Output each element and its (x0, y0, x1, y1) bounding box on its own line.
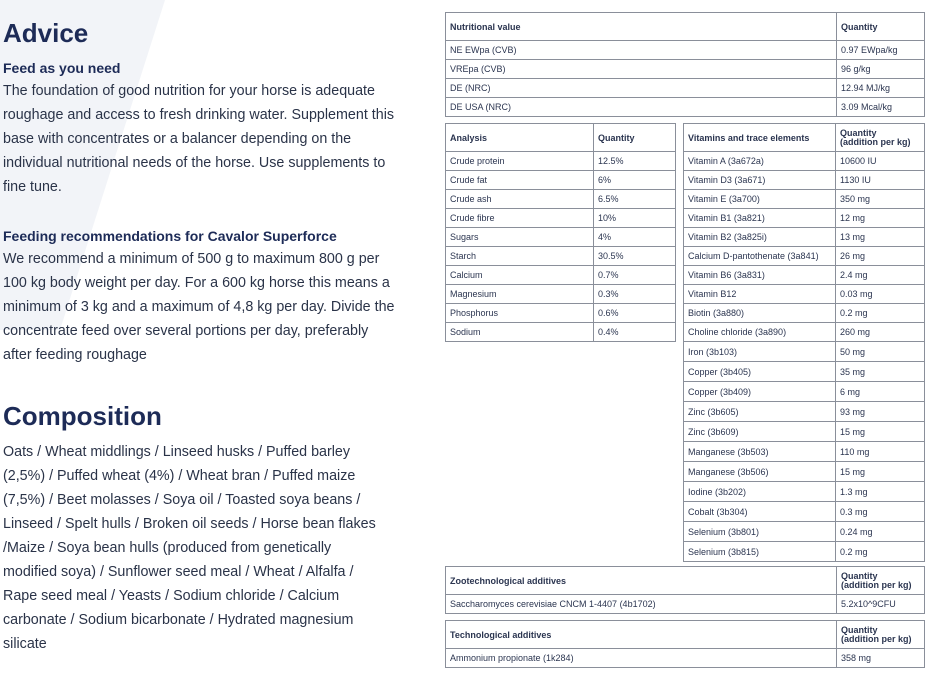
vitamin-name: Zinc (3b609) (684, 422, 836, 442)
table-row (684, 285, 925, 304)
vitamin-name: Vitamin A (3a672a) (684, 152, 836, 171)
analysis-name: Crude fibre (446, 209, 594, 228)
vitamin-name: Iron (3b103) (684, 342, 836, 362)
vitamin-name: Calcium D-pantothenate (3a841) (684, 247, 836, 266)
qty-sublabel: (addition per kg) (841, 579, 912, 590)
vitamin-qty: 1130 IU (836, 171, 925, 190)
analysis-qty: 10% (594, 209, 676, 228)
vitamin-qty: 6 mg (836, 382, 925, 402)
vitamin-qty: 13 mg (836, 228, 925, 247)
vitamins-table (683, 123, 925, 562)
nutritional-name: DE USA (NRC) (446, 98, 837, 117)
table-row (446, 649, 925, 668)
analysis-name: Sugars (446, 228, 594, 247)
vitamin-qty: 0.2 mg (836, 542, 925, 562)
analysis-qty: 0.6% (594, 304, 676, 323)
table-row (446, 41, 925, 60)
table-row (684, 462, 925, 482)
nutritional-name: VREpa (CVB) (446, 60, 837, 79)
vitamin-qty: 260 mg (836, 323, 925, 342)
table-row (684, 228, 925, 247)
vitamin-qty: 26 mg (836, 247, 925, 266)
vitamin-name: Manganese (3b503) (684, 442, 836, 462)
vitamin-qty: 0.03 mg (836, 285, 925, 304)
advice-paragraph-1: The foundation of good nutrition for your horse is adequate roughage and access to fresh drinking water. Supplement this base with concentrates or a balancer depending on the individual nutritional needs of the horse. Use supplements to fine tune. (3, 83, 395, 195)
table-row (684, 247, 925, 266)
vitamin-name: Vitamin B2 (3a825i) (684, 228, 836, 247)
vitamin-qty: 110 mg (836, 442, 925, 462)
table-row (684, 402, 925, 422)
table-row (684, 209, 925, 228)
analysis-name: Magnesium (446, 285, 594, 304)
vitamin-qty: 12 mg (836, 209, 925, 228)
composition-text: Oats / Wheat middlings / Linseed husks / Puffed barley (2,5%) / Puffed wheat (4%) / Wheat bran / Puffed maize (7,5%) / Beet molasses / Soya oil / Toasted soya beans / Linseed / Spelt hulls / Broken oil seeds / Horse bean flakes /Maize / Soya bean hulls (produced from genetically modified soya) / Sunflower seed meal / Wheat / Alfalfa / Rape seed meal / Yeasts / Sodium chloride / Calcium carbonate / Sodium bicarbonate / Hydrated magnesium silicate (3, 444, 376, 652)
vitamin-qty: 35 mg (836, 362, 925, 382)
vitamin-name: Iodine (3b202) (684, 482, 836, 502)
technological-table (445, 620, 925, 668)
vitamin-qty: 93 mg (836, 402, 925, 422)
table-row (684, 442, 925, 462)
table-row (446, 595, 925, 614)
table-row (446, 247, 676, 266)
analysis-qty: 6% (594, 171, 676, 190)
table-row (446, 323, 676, 342)
nutritional-qty: 3.09 Mcal/kg (837, 98, 925, 117)
vitamin-qty: 15 mg (836, 462, 925, 482)
table-row (684, 152, 925, 171)
vitamin-name: Biotin (3a880) (684, 304, 836, 323)
analysis-qty: 0.3% (594, 285, 676, 304)
analysis-qty: 0.7% (594, 266, 676, 285)
advice-subtitle-feed: Feed as you need (3, 60, 121, 76)
analysis-name: Crude ash (446, 190, 594, 209)
advice-subtitle-recommendations: Feeding recommendations for Cavalor Superforce (3, 228, 337, 244)
analysis-name: Sodium (446, 323, 594, 342)
nutritional-header-qty: Quantity (837, 13, 925, 41)
table-row (684, 482, 925, 502)
qty-label: Quantity (840, 127, 877, 138)
table-row (446, 285, 676, 304)
table-row (684, 342, 925, 362)
table-row (446, 190, 676, 209)
table-row (684, 542, 925, 562)
vitamin-qty: 0.24 mg (836, 522, 925, 542)
table-row (684, 522, 925, 542)
vitamin-name: Copper (3b405) (684, 362, 836, 382)
analysis-qty: 30.5% (594, 247, 676, 266)
analysis-qty: 6.5% (594, 190, 676, 209)
technological-qty: 358 mg (837, 649, 925, 668)
analysis-table (445, 123, 676, 342)
vitamin-qty: 2.4 mg (836, 266, 925, 285)
vitamin-qty: 350 mg (836, 190, 925, 209)
table-row (446, 98, 925, 117)
table-row (684, 304, 925, 323)
table-row (446, 266, 676, 285)
vitamin-name: Manganese (3b506) (684, 462, 836, 482)
analysis-name: Starch (446, 247, 594, 266)
zootechnological-header-qty (837, 567, 925, 595)
qty-label: Quantity (841, 624, 878, 635)
table-row (684, 323, 925, 342)
qty-label: Quantity (841, 570, 878, 581)
vitamins-header-name: Vitamins and trace elements (684, 124, 836, 152)
nutritional-table (445, 12, 925, 117)
zootechnological-name: Saccharomyces cerevisiae CNCM 1-4407 (4b1702) (446, 595, 837, 614)
table-row (446, 152, 676, 171)
advice-title: Advice (3, 18, 89, 48)
analysis-name: Crude fat (446, 171, 594, 190)
analysis-qty: 4% (594, 228, 676, 247)
zootechnological-table (445, 566, 925, 614)
vitamin-name: Selenium (3b815) (684, 542, 836, 562)
vitamin-name: Vitamin B6 (3a831) (684, 266, 836, 285)
technological-header-name: Technological additives (446, 621, 837, 649)
vitamin-qty: 1.3 mg (836, 482, 925, 502)
table-row (684, 422, 925, 442)
vitamin-qty: 50 mg (836, 342, 925, 362)
qty-sublabel: (addition per kg) (841, 633, 912, 644)
analysis-qty: 12.5% (594, 152, 676, 171)
vitamin-name: Selenium (3b801) (684, 522, 836, 542)
table-row (684, 266, 925, 285)
table-row (446, 171, 676, 190)
vitamin-name: Zinc (3b605) (684, 402, 836, 422)
zootechnological-header-name: Zootechnological additives (446, 567, 837, 595)
table-row (446, 228, 676, 247)
analysis-name: Calcium (446, 266, 594, 285)
vitamin-qty: 0.3 mg (836, 502, 925, 522)
vitamin-name: Vitamin E (3a700) (684, 190, 836, 209)
table-row (446, 209, 676, 228)
nutritional-qty: 12.94 MJ/kg (837, 79, 925, 98)
table-row (684, 190, 925, 209)
nutritional-header-name: Nutritional value (446, 13, 837, 41)
vitamin-name: Vitamin B12 (684, 285, 836, 304)
vitamin-name: Copper (3b409) (684, 382, 836, 402)
table-row (684, 171, 925, 190)
nutritional-qty: 96 g/kg (837, 60, 925, 79)
nutritional-qty: 0.97 EWpa/kg (837, 41, 925, 60)
table-row (684, 502, 925, 522)
zootechnological-qty: 5.2x10^9CFU (837, 595, 925, 614)
table-row (684, 382, 925, 402)
qty-sublabel: (addition per kg) (840, 136, 911, 147)
nutritional-name: DE (NRC) (446, 79, 837, 98)
vitamin-name: Vitamin B1 (3a821) (684, 209, 836, 228)
vitamin-qty: 10600 IU (836, 152, 925, 171)
analysis-qty: 0.4% (594, 323, 676, 342)
vitamin-name: Cobalt (3b304) (684, 502, 836, 522)
advice-paragraph-2: We recommend a minimum of 500 g to maximum 800 g per 100 kg body weight per day. For a 600 kg horse this means a minimum of 3 kg and a maximum of 4,8 kg per day. Divide the concentrate feed over several portions per day, preferably after feeding roughage (3, 251, 395, 363)
analysis-name: Crude protein (446, 152, 594, 171)
technological-name: Ammonium propionate (1k284) (446, 649, 837, 668)
composition-title: Composition (3, 401, 162, 431)
table-row (684, 362, 925, 382)
technological-header-qty (837, 621, 925, 649)
analysis-header-qty: Quantity (594, 124, 676, 152)
analysis-name: Phosphorus (446, 304, 594, 323)
analysis-header-name: Analysis (446, 124, 594, 152)
table-row (446, 304, 676, 323)
vitamin-name: Vitamin D3 (3a671) (684, 171, 836, 190)
vitamins-header-qty (836, 124, 925, 152)
table-row (446, 60, 925, 79)
vitamin-name: Choline chloride (3a890) (684, 323, 836, 342)
nutritional-name: NE EWpa (CVB) (446, 41, 837, 60)
vitamin-qty: 0.2 mg (836, 304, 925, 323)
vitamin-qty: 15 mg (836, 422, 925, 442)
table-row (446, 79, 925, 98)
